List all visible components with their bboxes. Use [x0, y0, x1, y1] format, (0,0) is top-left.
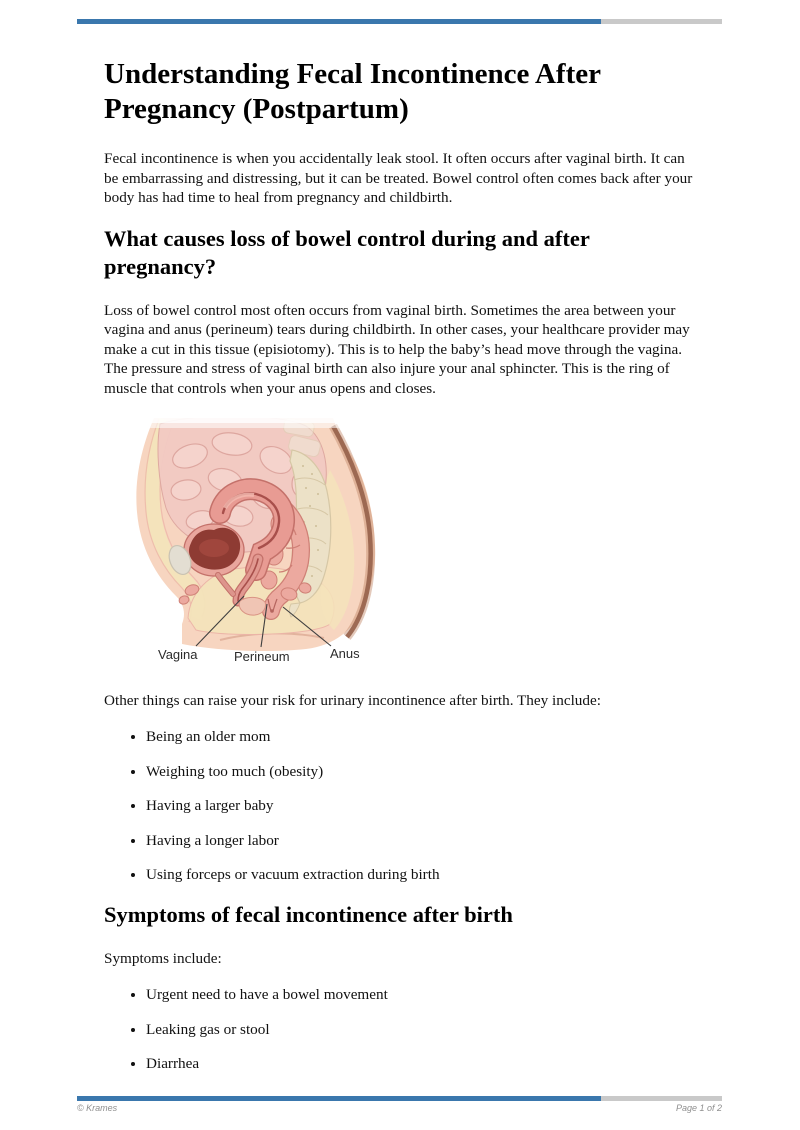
footer-bar-gray-segment [601, 1096, 722, 1101]
footer-accent-bar [77, 1096, 722, 1101]
figure-label-perineum: Perineum [234, 649, 290, 664]
risk-factor-list [104, 727, 698, 885]
risk-list-item: • Weighing too much (obesity) [146, 762, 698, 782]
risk-intro-paragraph: Other things can raise your risk for urinary incontinence after birth. They include: [104, 692, 601, 709]
bladder [184, 524, 244, 576]
pelvis-cross-section-illustration [128, 418, 380, 666]
risk-list-item: • Using forceps or vacuum extraction during birth [146, 865, 698, 885]
figure-label-anus: Anus [330, 646, 360, 661]
symptoms-intro-paragraph: Symptoms include: [104, 950, 222, 967]
figure-label-vagina: Vagina [158, 647, 198, 662]
page-title: Understanding Fecal Incontinence After Pregnancy (Postpartum) [104, 58, 601, 125]
symptom-list-item: • Urgent need to have a bowel movement [146, 985, 698, 1005]
section-causes-heading: What causes loss of bowel control during and after pregnancy? [104, 225, 590, 279]
page-number: Page 1 of 2 [675, 1103, 722, 1113]
section-symptoms-heading: Symptoms of fecal incontinence after birth [104, 901, 513, 927]
risk-list-item: • Having a longer labor [146, 831, 698, 851]
intro-paragraph: Fecal incontinence is when you accidentally leak stool. It often occurs after vaginal birth. It can be embarrassing and distressing, but it can be treated. Bowel control often comes back after your body has had time to heal from pregnancy and childbirth. [104, 150, 693, 206]
copyright-text: © Krames [77, 1103, 118, 1113]
symptom-list-item: • Leaking gas or stool [146, 1020, 698, 1040]
risk-list-item: • Having a larger baby [146, 796, 698, 816]
anus-opening [270, 609, 274, 613]
anatomy-figure [128, 418, 698, 671]
footer-bar-blue-segment [77, 1096, 601, 1101]
causes-paragraph: Loss of bowel control most often occurs from vaginal birth. Sometimes the area between your vagina and anus (perineum) tears during childbirth. In other cases, your healthcare provider may make a cut in this tissue (episiotomy). This is to help the baby’s head move through the vagina. The pressure and stress of vaginal birth can also injure your anal sphincter. This is the ring of muscle that controls when your anus opens and closes. [104, 301, 690, 397]
risk-list-item: • Being an older mom [146, 727, 698, 747]
symptom-list-item: • Diarrhea [146, 1054, 698, 1074]
document-content [104, 0, 698, 1074]
symptoms-list [104, 985, 698, 1074]
page-footer [77, 1096, 722, 1113]
footer-meta-row [77, 1103, 722, 1113]
